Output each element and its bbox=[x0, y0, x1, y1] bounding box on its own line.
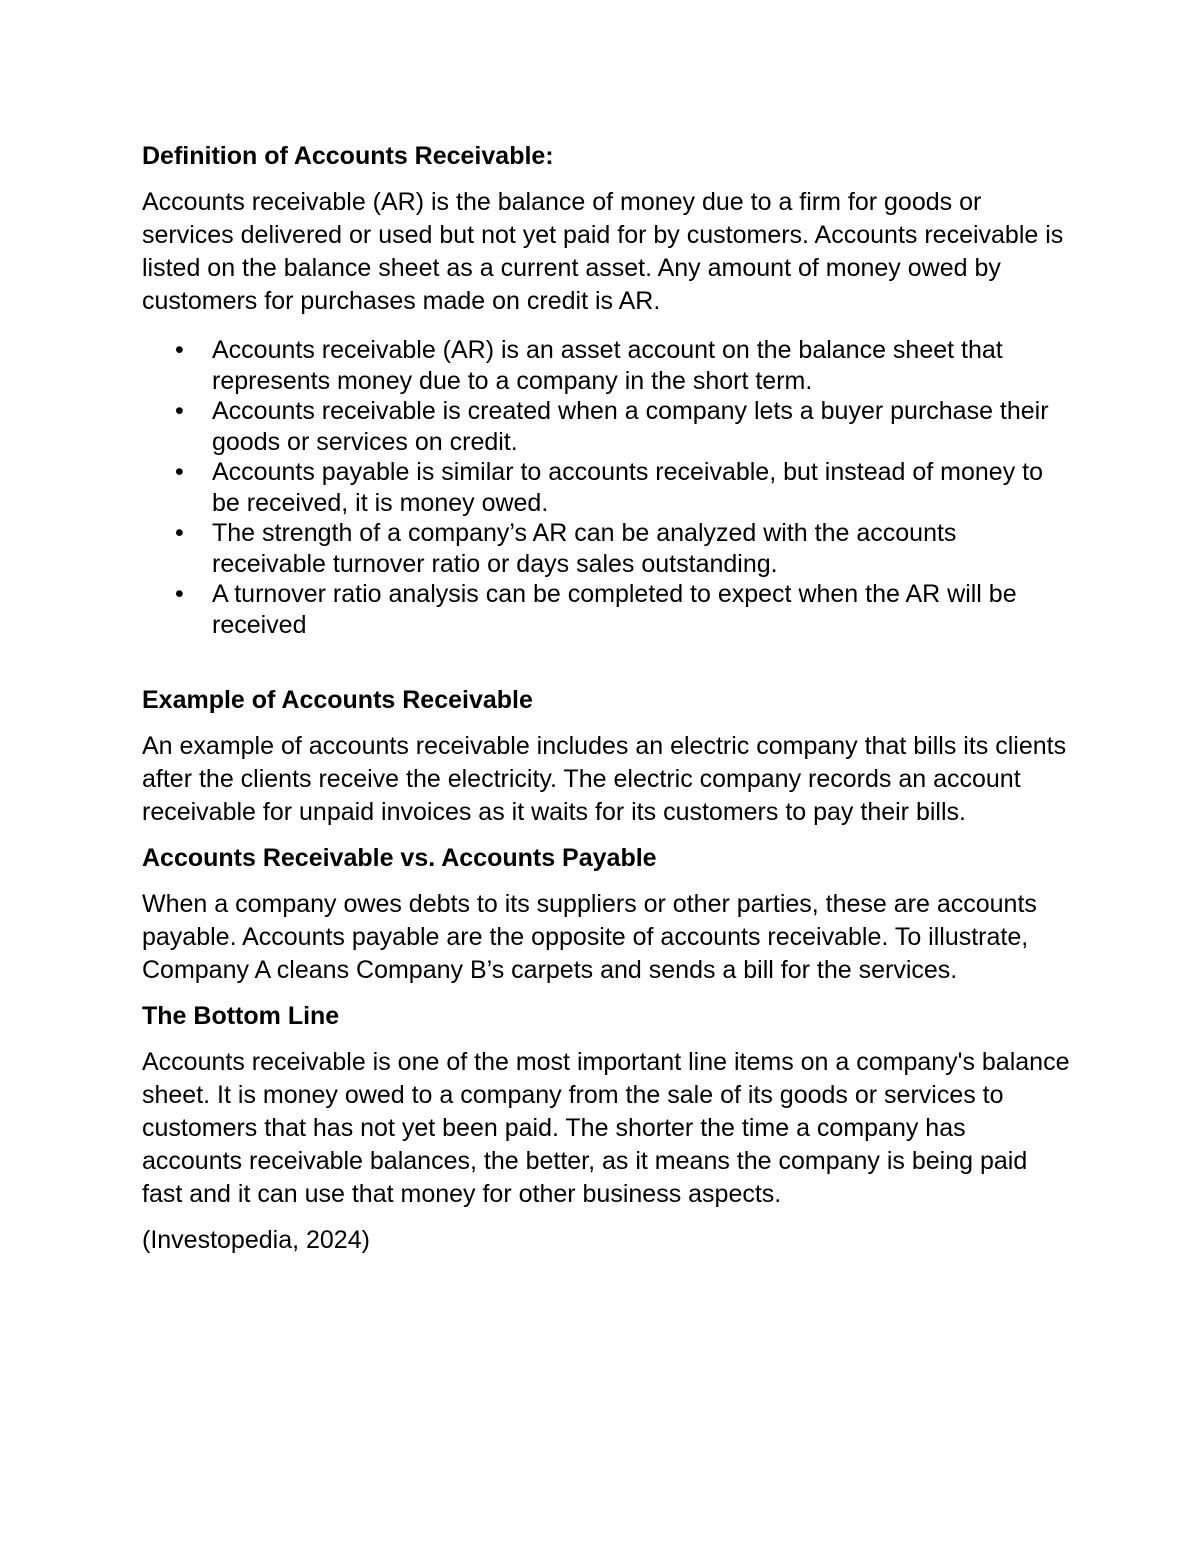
bullet-icon: • bbox=[175, 397, 184, 425]
definition-paragraph: Accounts receivable (AR) is the balance of money due to a firm for goods or services delivered or used but not yet paid for by customers. Accounts receivable is listed on the balance sheet as a current asset. Any amount of money owed by customers for purchases made on credit is AR. bbox=[142, 188, 1064, 315]
bullet-icon: • bbox=[175, 580, 184, 608]
list-item: • Accounts receivable (AR) is an asset account on the balance sheet that represents money due to a company in the short term. bbox=[175, 336, 1003, 395]
bottom-line-heading: The Bottom Line bbox=[142, 1002, 340, 1030]
bullet-icon: • bbox=[175, 519, 184, 547]
bullet-icon: • bbox=[175, 336, 184, 364]
key-points-list bbox=[142, 335, 1072, 640]
citation: (Investopedia, 2024) bbox=[142, 1226, 370, 1254]
section-spacer bbox=[142, 640, 1072, 684]
list-item: • The strength of a company’s AR can be analyzed with the accounts receivable turnover ratio or days sales outstanding. bbox=[175, 519, 957, 578]
list-item: • Accounts payable is similar to accounts receivable, but instead of money to be received, it is money owed. bbox=[175, 458, 1043, 517]
bottom-line-paragraph: Accounts receivable is one of the most important line items on a company's balance sheet. It is money owed to a company from the sale of its goods or services to customers that has not yet been paid. The shorter the time a company has accounts receivable balances, the better, as it means the company is being paid fast and it can use that money for other business aspects. bbox=[142, 1048, 1070, 1208]
list-item: • A turnover ratio analysis can be completed to expect when the AR will be received bbox=[175, 580, 1017, 639]
comparison-paragraph: When a company owes debts to its suppliers or other parties, these are accounts payable. Accounts payable are the opposite of accounts receivable. To illustrate, Company A cleans Company B’s carpets and sends a bill for the services. bbox=[142, 890, 1037, 984]
document-page bbox=[142, 140, 1072, 1270]
example-paragraph: An example of accounts receivable includes an electric company that bills its clients after the clients receive the electricity. The electric company records an account receivable for unpaid invoices as it waits for its customers to pay their bills. bbox=[142, 732, 1067, 826]
example-heading: Example of Accounts Receivable bbox=[142, 686, 533, 714]
list-item: • Accounts receivable is created when a company lets a buyer purchase their goods or services on credit. bbox=[175, 397, 1049, 456]
bullet-icon: • bbox=[175, 458, 184, 486]
definition-heading: Definition of Accounts Receivable: bbox=[142, 142, 554, 170]
comparison-heading: Accounts Receivable vs. Accounts Payable bbox=[142, 844, 657, 872]
